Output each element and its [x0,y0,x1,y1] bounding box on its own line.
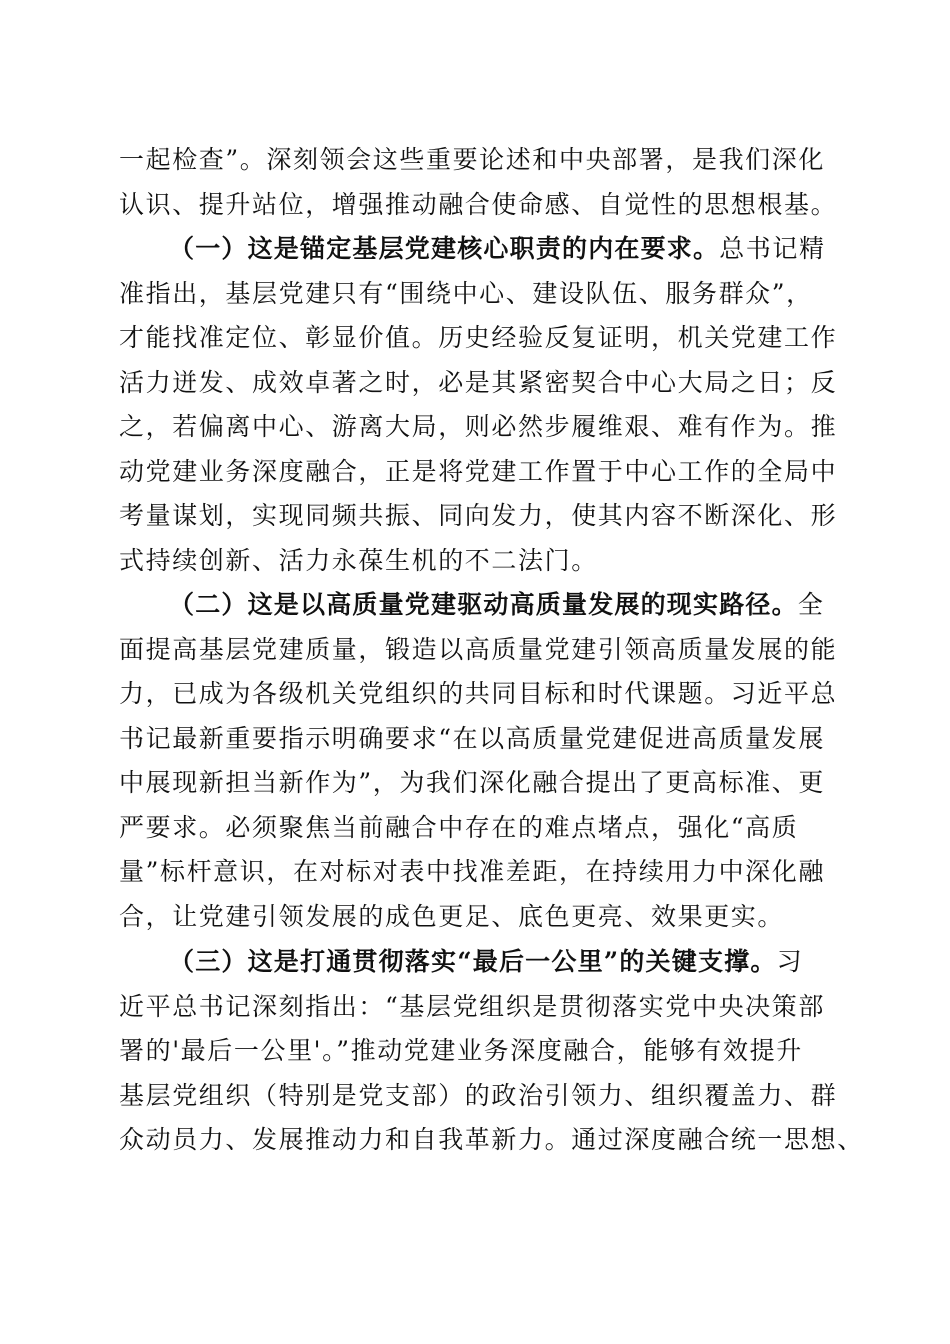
text-run: 总书记精 [719,234,826,263]
section-heading: （二）这是以高质量党建驱动高质量发展的现实路径。 [169,590,798,619]
text-line: 力，已成为各级机关党组织的共同目标和时代课题。习近平总 [119,679,838,708]
text-line: 合，让党建引领发展的成色更足、底色更亮、效果更实。 [119,901,785,931]
text-line: 考量谋划，实现同频共振、同向发力，使其内容不断深化、形 [119,501,838,530]
text-line: 面提高基层党建质量，锻造以高质量党建引领高质量发展的能 [119,634,838,664]
text-line: 众动员力、发展推动力和自我革新力。通过深度融合统一思想、 [119,1125,864,1154]
text-line: 活力迸发、成效卓著之时，必是其紧密契合中心大局之日；反 [119,367,838,397]
text-line: 式持续创新、活力永葆生机的不二法门。 [119,545,598,575]
paragraph-first-line [119,227,839,272]
text-run: 习 [776,947,804,976]
text-line: 动党建业务深度融合，正是将党建工作置于中心工作的全局中 [119,456,838,486]
paragraph-1 [119,227,839,583]
paragraph-first-line [119,583,839,628]
text-line: 基层党组织（特别是党支部）的政治引领力、组织覆盖力、群 [119,1080,838,1110]
text-line: 准指出，基层党建只有“围绕中心、建设队伍、服务群众”， [119,278,813,308]
paragraph-intro [119,138,839,227]
section-heading: （三）这是打通贯彻落实“最后一公里”的关键支撑。 [169,947,777,976]
text-line: 中展现新担当新作为”，为我们深化融合提出了更高标准、更 [119,768,825,797]
text-line: 书记最新重要指示明确要求“在以高质量党建促进高质量发展 [119,723,825,753]
section-heading: （一）这是锚定基层党建核心职责的内在要求。 [169,234,720,263]
text-line: 近平总书记深刻指出：“基层党组织是贯彻落实党中央决策部 [119,991,825,1021]
text-line: 一起检查”。深刻领会这些重要论述和中央部署，是我们深化 [119,145,825,174]
paragraph-first-line [119,940,839,985]
text-line: 认识、提升站位，增强推动融合使命感、自觉性的思想根基。 [119,189,838,219]
text-line: 量”标杆意识，在对标对表中找准差距，在持续用力中深化融 [119,857,825,886]
text-line: 才能找准定位、彰显价值。历史经验反复证明，机关党建工作 [119,323,838,352]
text-line: 严要求。必须聚焦当前融合中存在的难点堵点，强化“高质 [119,812,799,842]
text-line: 之，若偏离中心、游离大局，则必然步履维艰、难有作为。推 [119,412,838,441]
paragraph-2 [119,583,839,939]
paragraph-3 [119,940,864,1163]
text-run: 全 [797,590,825,619]
text-line: 署的'最后一公里'。”推动党建业务深度融合，能够有效提升 [119,1036,803,1065]
